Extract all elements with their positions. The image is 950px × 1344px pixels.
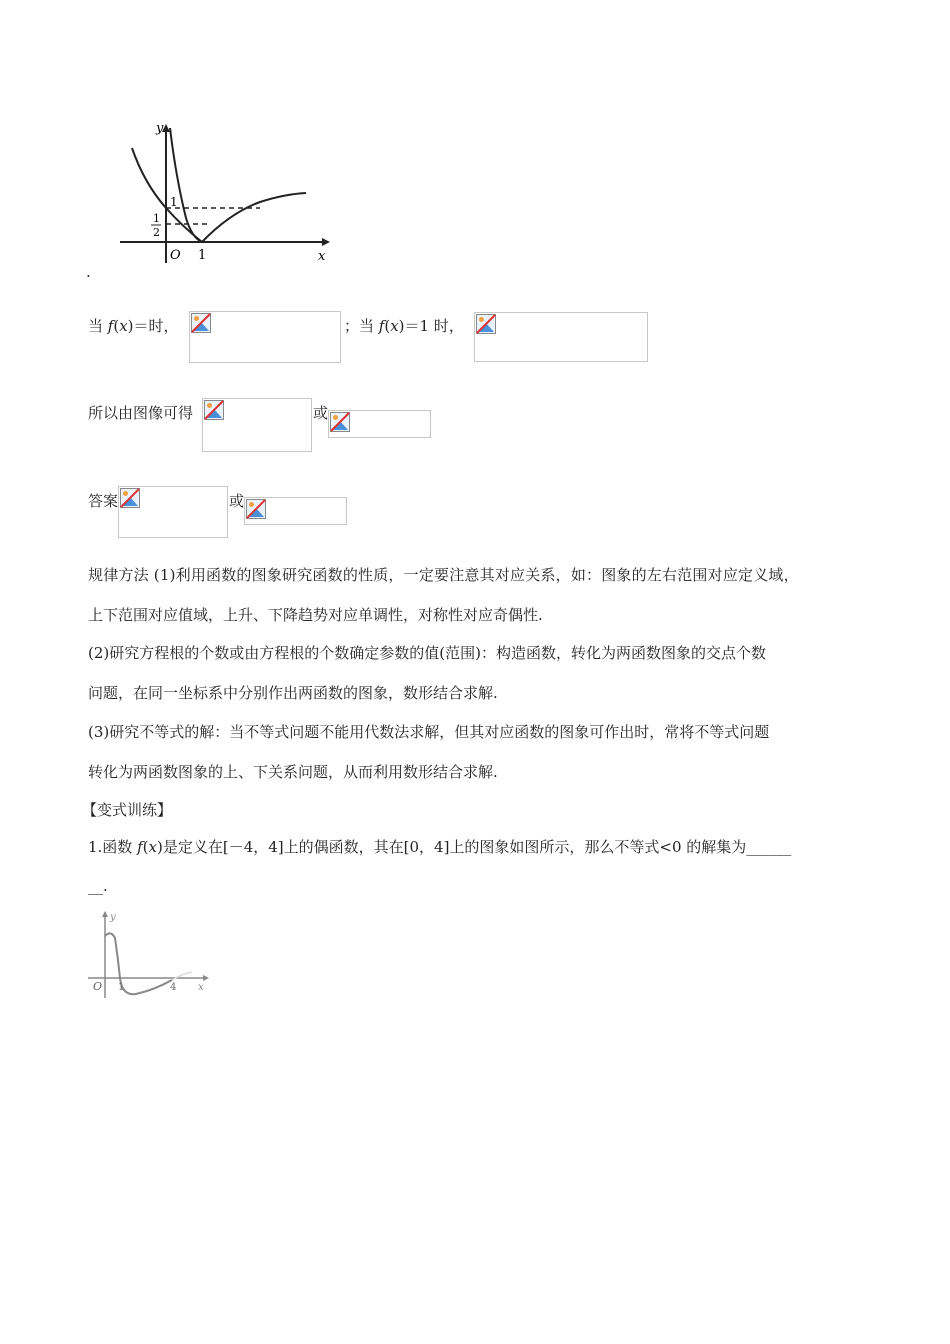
broken-image-icon — [330, 412, 350, 432]
broken-image-icon — [476, 314, 496, 334]
broken-image-icon — [120, 488, 140, 508]
method-paragraph-3a: (3)研究不等式的解：当不等式问题不能用代数法求解，但其对应函数的图象可作出时，常将不等式问题 — [88, 723, 770, 741]
y-axis-arrow — [102, 911, 108, 917]
formula-image-1 — [189, 311, 341, 363]
exercise-1-tail: __. — [88, 877, 108, 895]
origin-label: O — [93, 980, 103, 993]
steep-curve — [170, 128, 202, 242]
or-word-2: 或 — [229, 492, 245, 510]
y-axis-label: y — [110, 912, 116, 923]
x-axis-label: x — [318, 249, 326, 264]
section-title: 【变式训练】 — [82, 801, 173, 819]
tick-4-label: 4 — [170, 982, 177, 993]
function-curve — [105, 933, 172, 994]
method-paragraph-1b: 上下范围对应值域，上升、下降趋势对应单调性，对称性对应奇偶性. — [88, 606, 543, 624]
tick-1-label: 1 — [118, 982, 125, 993]
method-paragraph-2a: (2)研究方程根的个数或由方程根的个数确定参数的值(范围)：构造函数，转化为两函数图象的交点个数 — [88, 644, 766, 662]
exercise-1: 1.函数 f(x)是定义在[－4，4]上的偶函数，其在[0，4]上的图象如图所示，那么不等式<0 的解集为______ — [88, 838, 792, 856]
answer-label: 答案 — [88, 492, 119, 510]
broken-image-icon — [204, 400, 224, 420]
method-paragraph-1a: 规律方法 (1)利用函数的图象研究函数的性质，一定要注意其对应关系，如：图象的左右范围对应定义域， — [88, 566, 799, 584]
broken-image-icon — [191, 313, 211, 333]
y-tick-one-label: 1 — [170, 195, 178, 209]
x-tick-label: 1 — [198, 248, 207, 263]
x-axis-arrow — [322, 238, 330, 246]
x-axis-arrow — [203, 975, 209, 981]
origin-label: O — [170, 248, 181, 263]
half-denominator: 2 — [153, 226, 160, 239]
method-paragraph-3b: 转化为两函数图象的上、下关系问题，从而利用数形结合求解. — [88, 763, 498, 781]
caption-dot: . — [86, 263, 91, 281]
or-word-1: 或 — [313, 404, 329, 422]
y-axis-label: y — [156, 121, 164, 136]
formula-image-4 — [328, 410, 431, 438]
formula-image-5 — [118, 486, 228, 538]
function-graph-figure — [110, 118, 340, 268]
conclusion-line: 所以由图像可得 — [88, 404, 194, 422]
condition-line-1b: ；当 f(x)＝1 时， — [344, 317, 464, 335]
formula-image-6 — [244, 497, 347, 525]
x-axis-label: x — [198, 982, 204, 993]
broken-image-icon — [246, 499, 266, 519]
faint-curve-extension — [172, 972, 192, 980]
method-paragraph-2b: 问题，在同一坐标系中分别作出两函数的图象，数形结合求解. — [88, 684, 498, 702]
even-function-graph — [84, 908, 214, 1000]
condition-line-1: 当 f(x)＝时， — [88, 317, 179, 335]
formula-image-3 — [202, 398, 312, 452]
formula-image-2 — [474, 312, 648, 362]
half-numerator: 1 — [153, 212, 160, 225]
log-curve — [202, 193, 306, 242]
